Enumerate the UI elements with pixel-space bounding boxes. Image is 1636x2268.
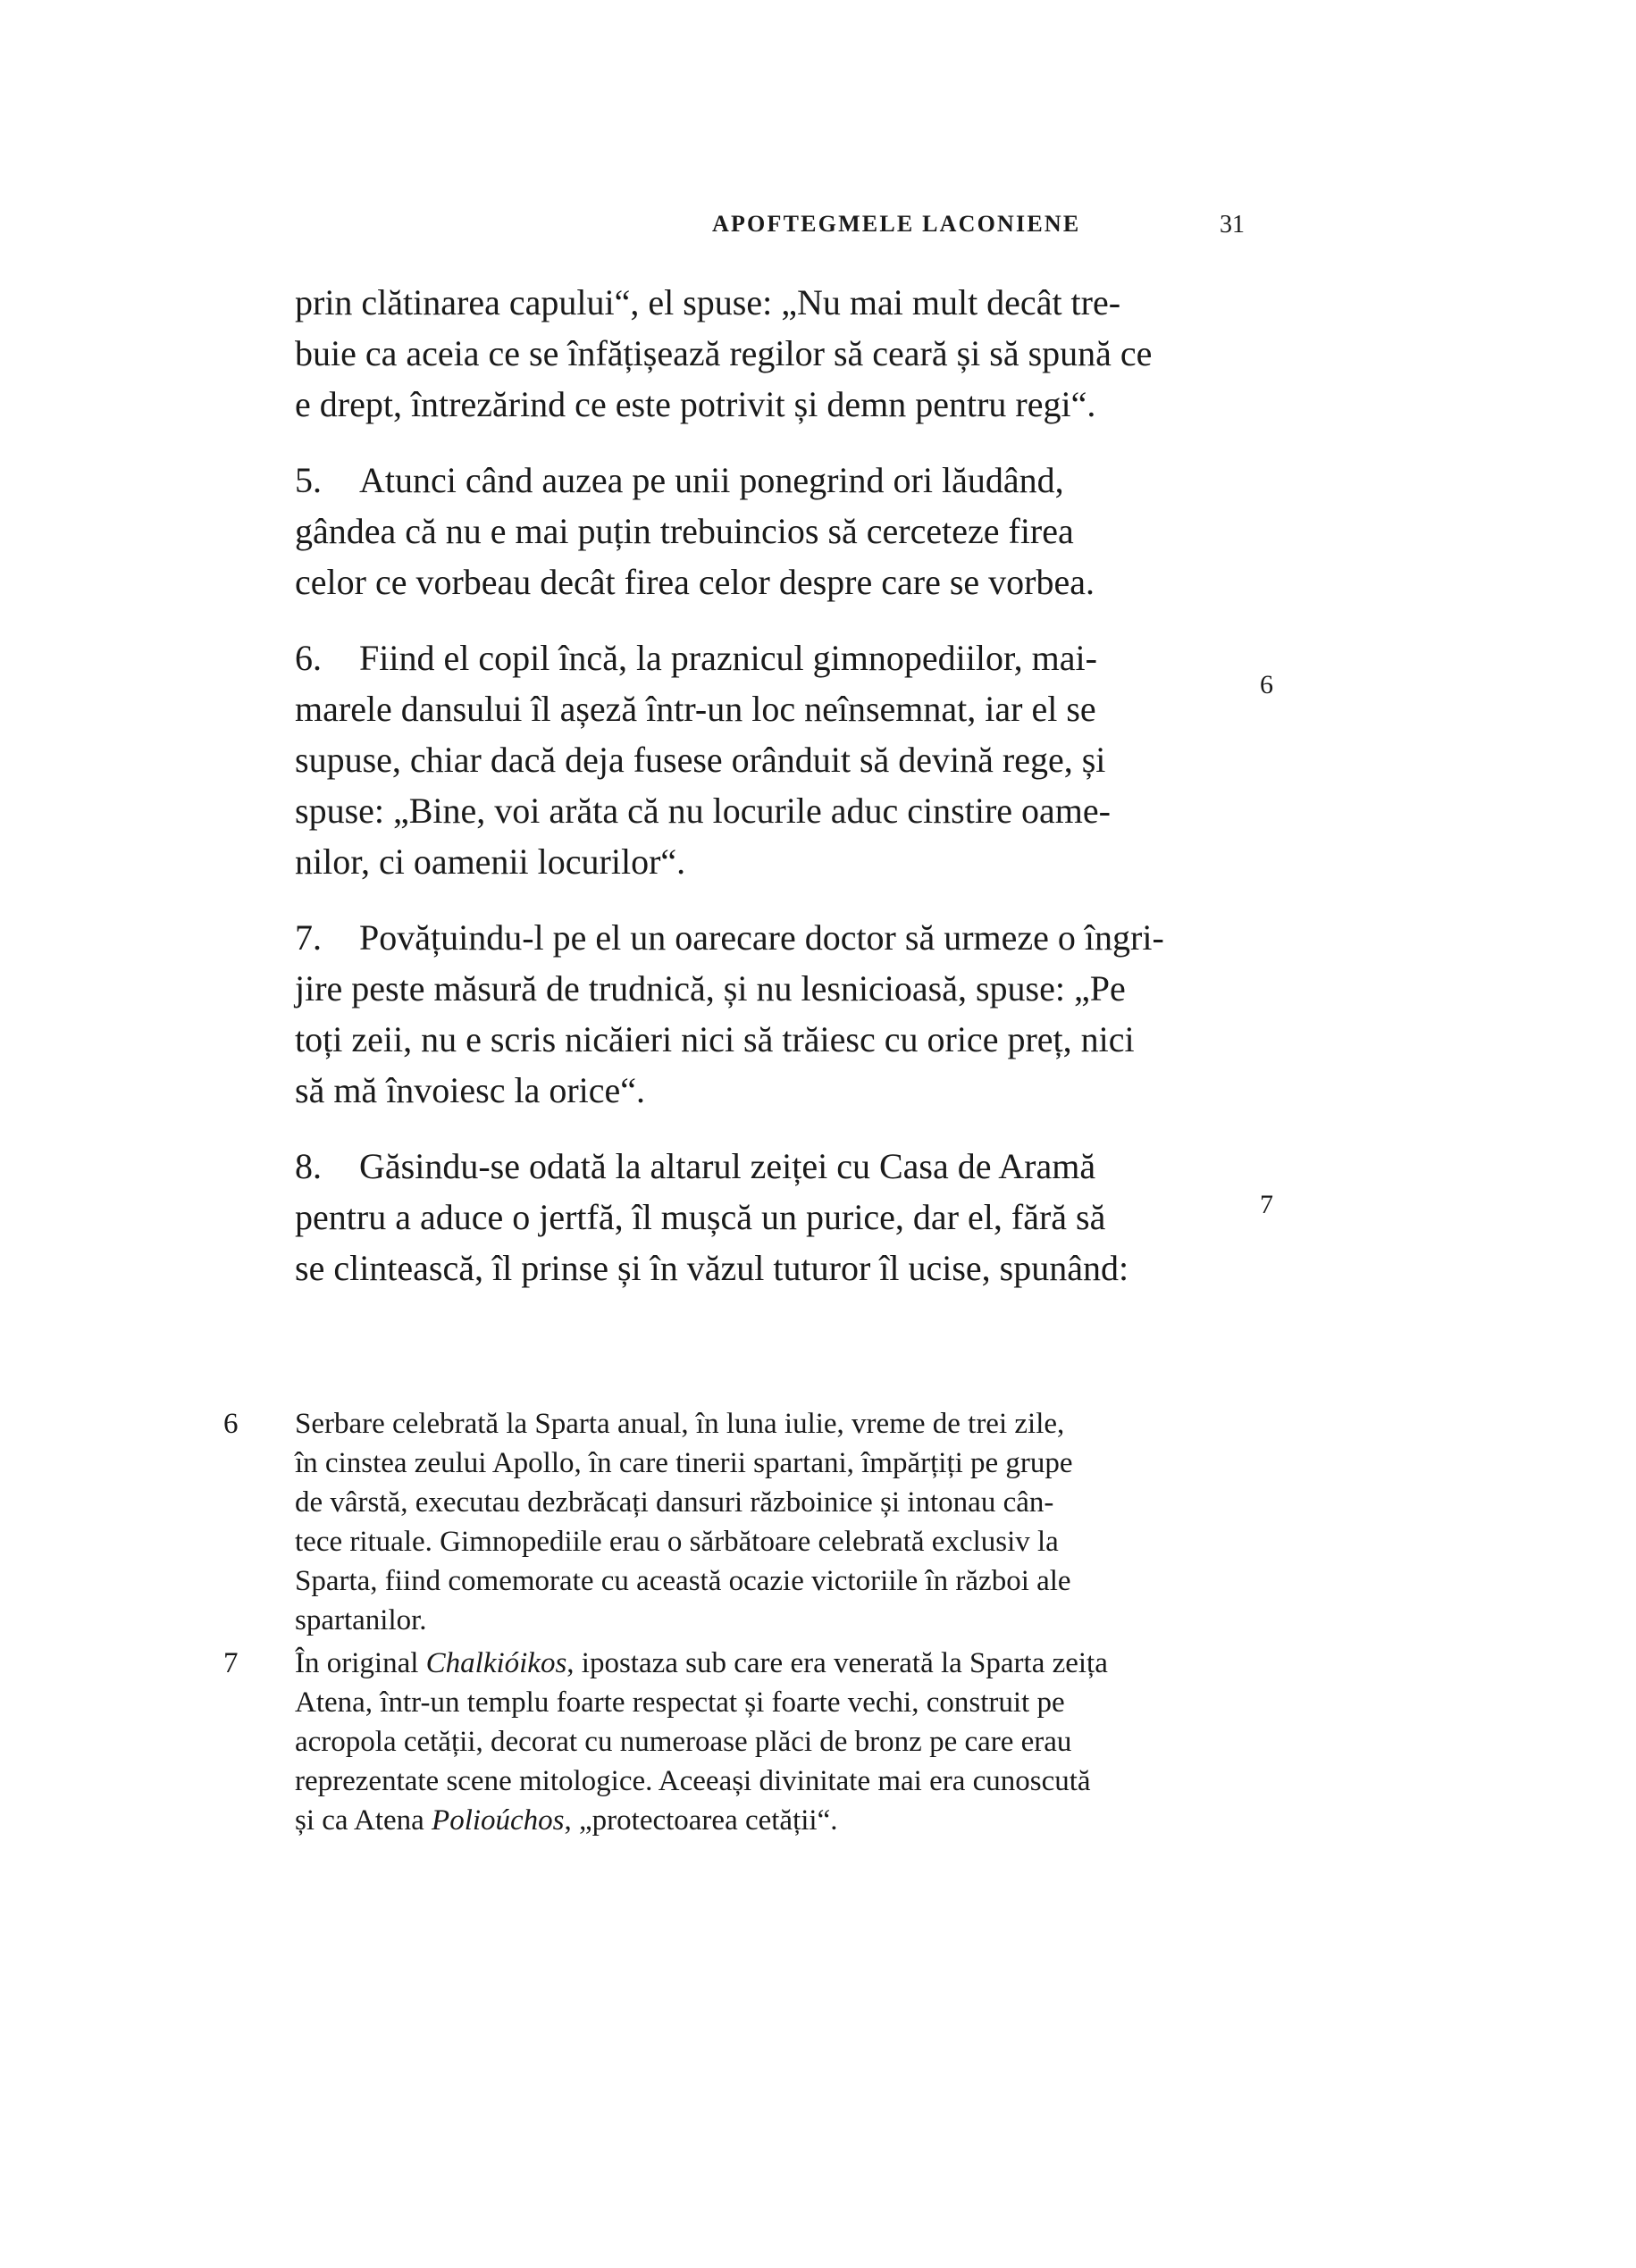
text-line: marele dansului îl așeză într-un loc neînsemnat, iar el se xyxy=(295,689,1096,729)
footnote-line: în cinstea zeului Apollo, în care tinerii spartani, împărțiți pe grupe xyxy=(295,1447,1073,1479)
footnote-line: Serbare celebrată la Sparta anual, în luna iulie, vreme de trei zile, xyxy=(295,1408,1065,1440)
text-line: Povățuindu-l pe el un oarecare doctor să urmeze o îngri- xyxy=(359,917,1164,958)
main-text xyxy=(295,277,1251,1318)
footnote-6 xyxy=(223,1404,1251,1640)
footnote-number: 6 xyxy=(223,1408,239,1440)
text-line: spuse: „Bine, voi arăta că nu locurile aduc cinstire oame- xyxy=(295,791,1111,831)
text-line: Găsindu-se odată la altarul zeiței cu Casa de Aramă xyxy=(359,1146,1096,1186)
paragraph-number: 6. xyxy=(295,638,322,678)
text-line: pentru a aduce o jertfă, îl mușcă un purice, dar el, fără să xyxy=(295,1197,1106,1237)
page-number: 31 xyxy=(1220,211,1245,239)
apophthegm-7 xyxy=(295,912,1251,1116)
running-head xyxy=(712,211,1245,247)
footnote-line: Atena, într-un templu foarte respectat și foarte vechi, construit pe xyxy=(295,1686,1065,1719)
text-line: Fiind el copil încă, la praznicul gimnopediilor, mai- xyxy=(359,638,1097,678)
footnote-7 xyxy=(223,1644,1251,1840)
paragraph-number: 5. xyxy=(295,460,322,500)
apophthegm-8 xyxy=(295,1141,1251,1293)
text-line: celor ce vorbeau decât firea celor despre care se vorbea. xyxy=(295,562,1095,602)
footnote-line: acropola cetății, decorat cu numeroase plăci de bronz pe care erau xyxy=(295,1726,1072,1758)
paragraph-number: 8. xyxy=(295,1146,322,1186)
text-line: e drept, întrezărind ce este potrivit și demn pentru regi“. xyxy=(295,384,1096,424)
continuation-paragraph xyxy=(295,277,1251,430)
running-title: APOFTEGMELE LACONIENE xyxy=(712,211,1081,237)
text-line: se clintească, îl prinse și în văzul tuturor îl ucise, spunând: xyxy=(295,1248,1129,1288)
italic-term: Polioúchos xyxy=(432,1804,565,1837)
apophthegm-5 xyxy=(295,455,1251,607)
footnote-ref-7[interactable]: 7 xyxy=(1260,1190,1273,1219)
footnotes xyxy=(223,1404,1251,1844)
footnote-line: de vârstă, executau dezbrăcați dansuri războinice și intonau cân- xyxy=(295,1486,1054,1519)
paragraph-number: 7. xyxy=(295,917,322,958)
text-line: nilor, ci oamenii locurilor“. xyxy=(295,841,686,882)
text-line: buie ca aceia ce se înfățișează regilor să ceară și să spună ce xyxy=(295,333,1153,373)
footnote-line: spartanilor. xyxy=(295,1604,427,1636)
text-line: toți zeii, nu e scris nicăieri nici să trăiesc cu orice preț, nici xyxy=(295,1019,1135,1059)
footnote-line: tece rituale. Gimnopediile erau o sărbătoare celebrată exclusiv la xyxy=(295,1526,1059,1558)
text-line: prin clătinarea capului“, el spuse: „Nu mai mult decât tre- xyxy=(295,282,1121,322)
text-line: jire peste măsură de trudnică, și nu lesnicioasă, spuse: „Pe xyxy=(295,968,1126,1008)
footnote-line: Sparta, fiind comemorate cu această ocazie victoriile în război ale xyxy=(295,1565,1071,1597)
text-line: să mă învoiesc la orice“. xyxy=(295,1070,646,1110)
footnote-line: reprezentate scene mitologice. Aceeași divinitate mai era cunoscută xyxy=(295,1765,1091,1797)
text-line: gândea că nu e mai puțin trebuincios să cerceteze firea xyxy=(295,511,1074,551)
footnote-ref-6[interactable]: 6 xyxy=(1260,670,1273,699)
footnote-number: 7 xyxy=(223,1647,239,1679)
apophthegm-6 xyxy=(295,632,1251,887)
footnote-line: și ca Atena Polioúchos, „protectoarea cetății“. xyxy=(295,1804,838,1837)
italic-term: Chalkióikos xyxy=(425,1647,567,1679)
footnote-line: În original Chalkióikos, ipostaza sub care era venerată la Sparta zeița xyxy=(295,1647,1108,1679)
text-line: supuse, chiar dacă deja fusese orânduit să devină rege, și xyxy=(295,740,1106,780)
text-line: Atunci când auzea pe unii ponegrind ori lăudând, xyxy=(359,460,1064,500)
